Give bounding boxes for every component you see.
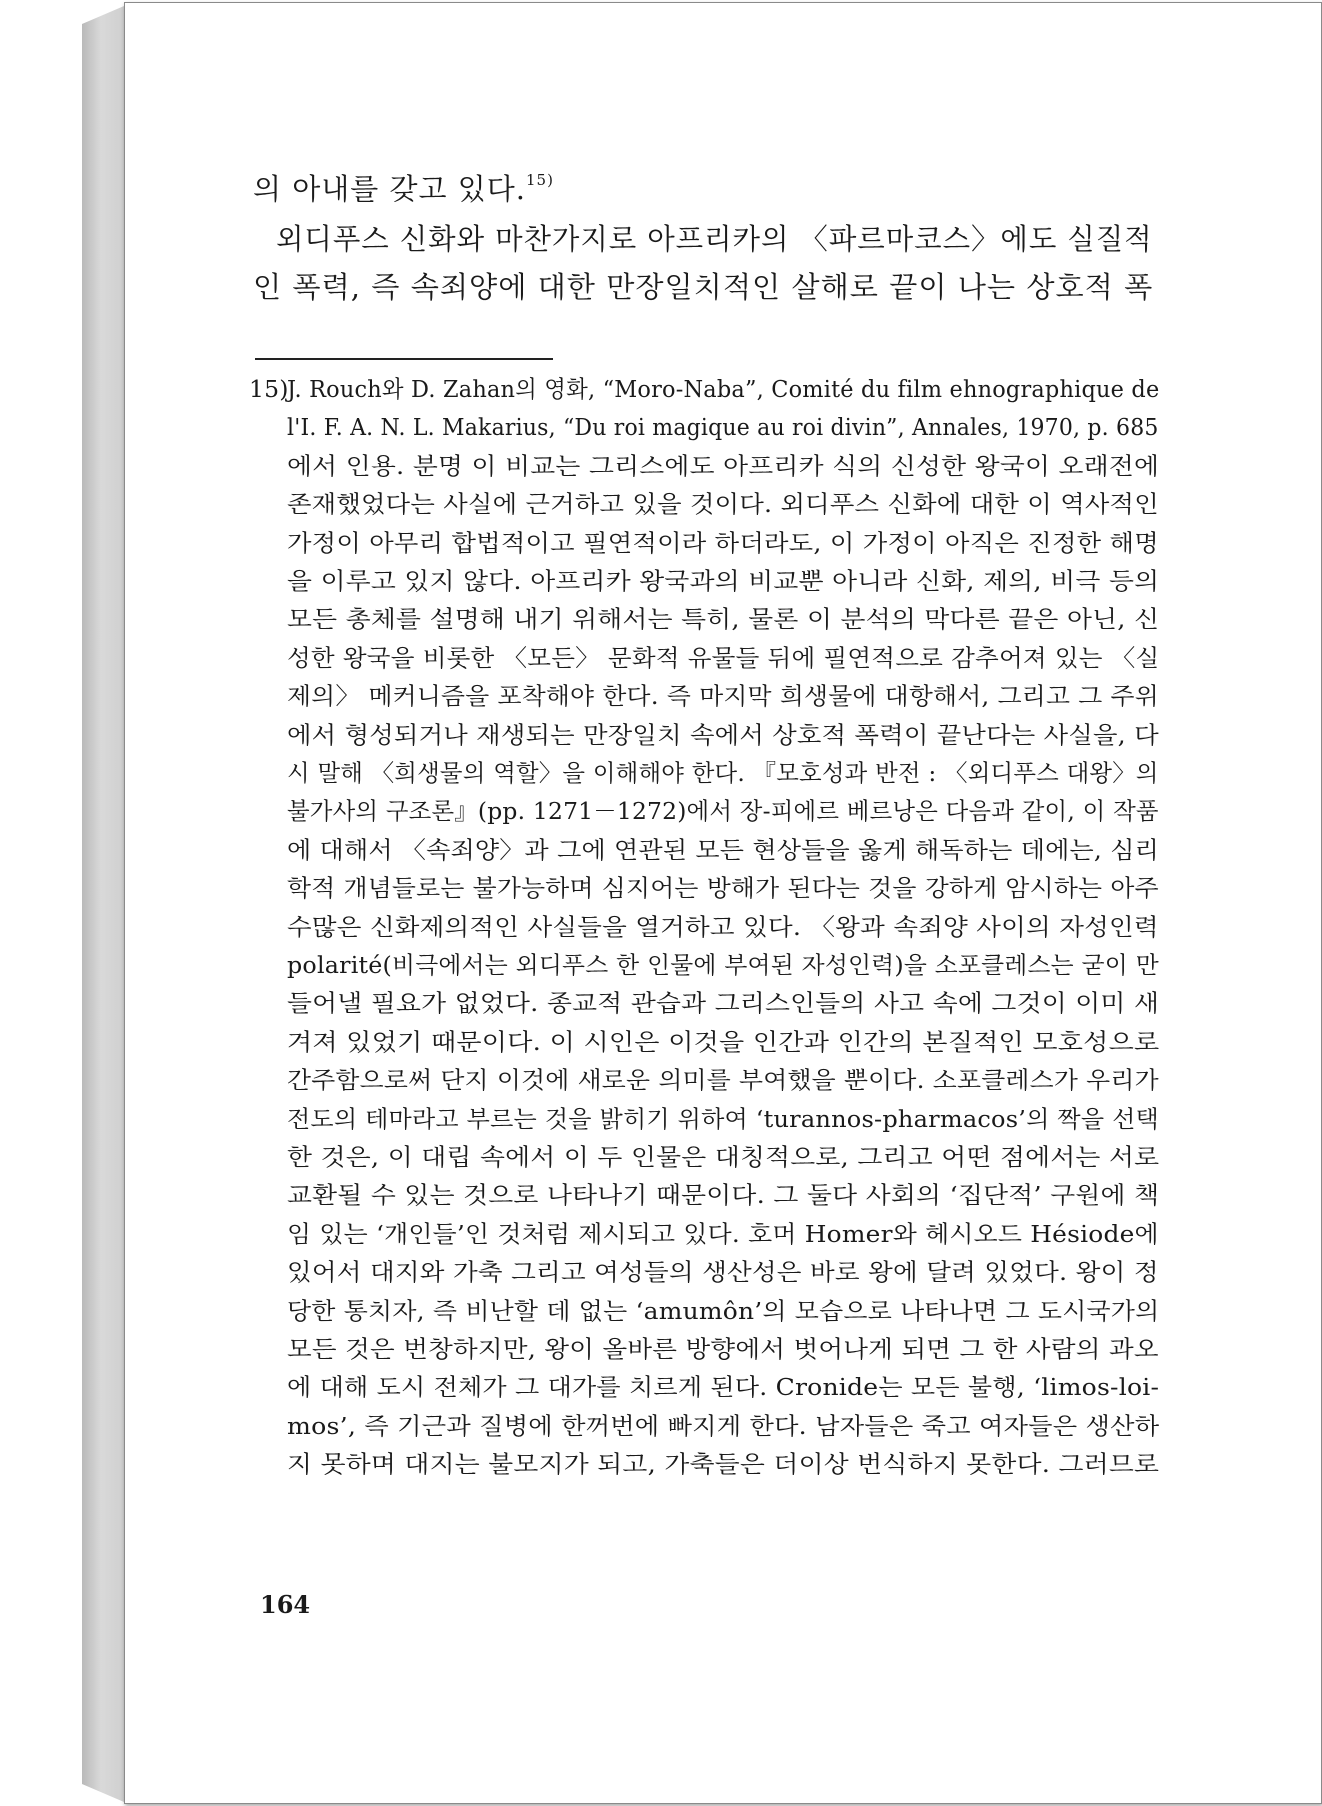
footnote-line: mos’, 즉 기근과 질병에 한꺼번에 빠지게 한다. 남자들은 죽고 여자들은 생산하 (287, 1411, 1160, 1440)
footnote-line: 수많은 신화제의적인 사실들을 열거하고 있다. 〈왕과 속죄양 사이의 자성인력 (287, 912, 1159, 941)
page-number: 164 (260, 1590, 311, 1619)
footnote-line: 겨져 있었기 때문이다. 이 시인은 이것을 인간과 인간의 본질적인 모호성으로 (287, 1027, 1160, 1056)
footnote-line: 지 못하며 대지는 불모지가 되고, 가축들은 더이상 번식하지 못한다. 그러므로 (287, 1450, 1160, 1479)
footnote-line: 에서 인용. 분명 이 비교는 그리스에도 아프리카 식의 신성한 왕국이 오래전에 (287, 451, 1160, 480)
footnote-line: 존재했었다는 사실에 근거하고 있을 것이다. 외디푸스 신화에 대한 이 역사적인 (287, 490, 1159, 519)
footnote-line: 제의〉 메커니즘을 포착해야 한다. 즉 마지막 희생물에 대항해서, 그리고 그 주위 (287, 682, 1159, 711)
footnote-line: 임 있는 ‘개인들’인 것처럼 제시되고 있다. 호머 Homer와 헤시오드 Hésiode에 (287, 1219, 1159, 1248)
footnote-line: 성한 왕국을 비롯한 〈모든〉 문화적 유물들 뒤에 필연적으로 감추어져 있는 〈실 (287, 643, 1160, 672)
footnote-separator (255, 358, 553, 360)
footnote-line: 모든 것은 번창하지만, 왕이 올바른 방향에서 벗어나게 되면 그 한 사람의 과오 (287, 1335, 1159, 1363)
main-text-line-1: 의 아내를 갖고 있다. (253, 172, 526, 206)
book-spine (82, 6, 124, 1802)
page-sheet (124, 2, 1322, 1804)
footnote-line: J. Rouch와 D. Zahan의 영화, “Moro-Naba”, Comité du film ehnographique de (287, 375, 1160, 403)
footnote-line: 불가사의 구조론』(pp. 1271－1272)에서 장-피에르 베르낭은 다음과 같이, 이 작품 (287, 797, 1159, 826)
main-text-line-3: 인 폭력, 즉 속죄양에 대한 만장일치적인 살해로 끝이 나는 상호적 폭 (253, 270, 1154, 304)
main-text-line (253, 173, 554, 204)
footnote-line: 들어낼 필요가 없었다. 종교적 관습과 그리스인들의 사고 속에 그것이 이미 새 (287, 989, 1160, 1018)
footnote-line: 전도의 테마라고 부르는 것을 밝히기 위하여 ‘turannos-pharmacos’의 짝을 선택 (287, 1104, 1159, 1133)
footnote-line: 당한 통치자, 즉 비난할 데 없는 ‘amumôn’의 모습으로 나타나면 그 도시국가의 (287, 1296, 1160, 1325)
footnote-line: l'I. F. A. N. L. Makarius, “Du roi magique au roi divin”, Annales, 1970, p. 685 (287, 413, 1159, 442)
footnote-line: 가정이 아무리 합법적이고 필연적이라 하더라도, 이 가정이 아직은 진정한 해명 (287, 528, 1159, 557)
footnote-line: 에서 형성되거나 재생되는 만장일치 속에서 상호적 폭력이 끝난다는 사실을, 다 (287, 720, 1159, 749)
footnote-line: polarité(비극에서는 외디푸스 한 인물에 부여된 자성인력)을 소포클레스는 굳이 만 (287, 951, 1159, 979)
footnote-line: 모든 총체를 설명해 내기 위해서는 특히, 물론 이 분석의 막다른 끝은 아닌, 신 (287, 605, 1160, 634)
footnote-line: 간주함으로써 단지 이것에 새로운 의미를 부여했을 뿐이다. 소포클레스가 우리가 (287, 1066, 1159, 1095)
footnote-line: 에 대해 도시 전체가 그 대가를 치르게 된다. Cronide는 모든 불행, ‘limos-loi- (287, 1373, 1160, 1402)
footnote-line: 시 말해 〈희생물의 역할〉을 이해해야 한다. 『모호성과 반전 : 〈외디푸스 대왕〉의 (287, 759, 1159, 787)
footnote-line: 에 대해서 〈속죄양〉과 그에 연관된 모든 현상들을 옳게 해독하는 데에는, 심리 (287, 835, 1160, 864)
footnote-marker: 15) (249, 375, 289, 403)
main-text-line-2: 외디푸스 신화와 마찬가지로 아프리카의 〈파르마코스〉에도 실질적 (276, 222, 1153, 256)
footnote-line: 있어서 대지와 가축 그리고 여성들의 생산성은 바로 왕에 달려 있었다. 왕이 정 (287, 1258, 1159, 1287)
footnote-line: 한 것은, 이 대립 속에서 이 두 인물은 대칭적으로, 그리고 어떤 점에서는 서로 (287, 1143, 1160, 1171)
footnote-reference: 15) (526, 171, 554, 189)
footnote-line: 을 이루고 있지 않다. 아프리카 왕국과의 비교뿐 아니라 신화, 제의, 비극 등의 (287, 567, 1160, 595)
footnote-line: 교환될 수 있는 것으로 나타나기 때문이다. 그 둘다 사회의 ‘집단적’ 구원에 책 (287, 1181, 1160, 1210)
footnote-line: 학적 개념들로는 불가능하며 심지어는 방해가 된다는 것을 강하게 암시하는 아주 (287, 874, 1159, 903)
